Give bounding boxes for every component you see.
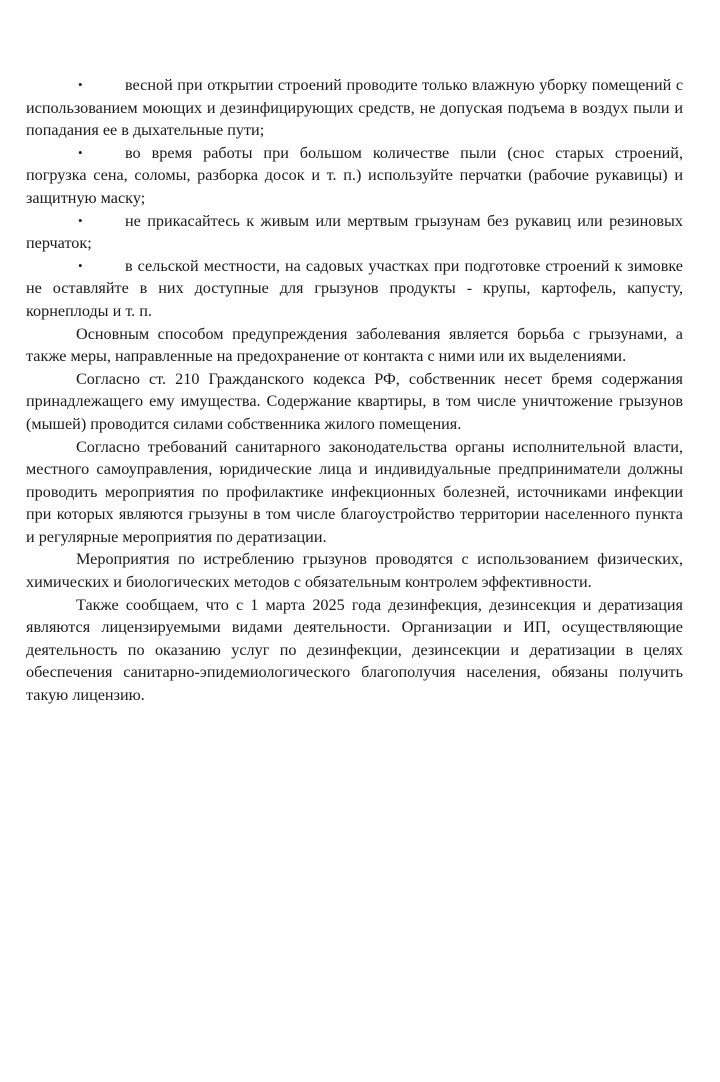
bullet-item [26,255,683,323]
bullet-icon: • [78,144,83,160]
bullet-list [26,74,683,323]
bullet-text: во время работы при большом количестве пыли (снос старых строений, погрузка сена, соломы, разборка досок и т. п.) используйте перчатки (рабочие рукавицы) и защитную маску; [26,143,683,207]
bullet-item [26,74,683,142]
paragraph-prevention: Основным способом предупреждения заболевания является борьба с грызунами, а также меры, направленные на предохранение от контакта с ними или их выделениями. [26,324,683,366]
bullet-item [26,210,683,255]
bullet-text: весной при открытии строений проводите только влажную уборку помещений с использованием моющих и дезинфицирующих средств, не допуская подъема в воздух пыли и попадания ее в дыхательные пути; [26,76,683,140]
bullet-icon: • [78,257,83,273]
bullet-item [26,142,683,210]
paragraph-methods: Мероприятия по истреблению грызунов проводятся с использованием физических, химических и биологических методов с обязательным контролем эффективности. [26,550,683,592]
paragraph-civil-code: Согласно ст. 210 Гражданского кодекса РФ, собственник несет бремя содержания принадлежащего ему имущества. Содержание квартиры, в том числе уничтожение грызунов (мышей) проводится силами собственника жилого помещения. [26,369,683,433]
bullet-icon: • [78,77,83,92]
paragraph-sanitary-law: Согласно требований санитарного законодательства органы исполнительной власти, местного самоуправления, юридические лица и индивидуальные предприниматели должны проводить мероприятия по профилактике инфекционных болезней, источниками инфекции при которых являются грызуны в том числе благоустройство территории населенного пункта и регулярные мероприятия по дератизации. [26,437,683,546]
bullet-icon: • [78,212,83,228]
bullet-text: в сельской местности, на садовых участках при подготовке строений к зимовке не оставляйте в них доступные для грызунов продукты - крупы, картофель, капусту, корнеплоды и т. п. [26,256,683,320]
paragraph-licensing: Также сообщаем, что с 1 марта 2025 года дезинфекция, дезинсекция и дератизация являются лицензируемыми видами деятельности. Организации и ИП, осуществляющие деятельность по оказанию услуг по дезинфекции, дезинсекции и дератизации в целях обеспечения санитарно-эпидемиологического благополучия населения, обязаны получить такую лицензию. [26,595,683,705]
bullet-text: не прикасайтесь к живым или мертвым грызунам без рукавиц или резиновых перчаток; [26,211,683,253]
document-page [26,74,683,707]
